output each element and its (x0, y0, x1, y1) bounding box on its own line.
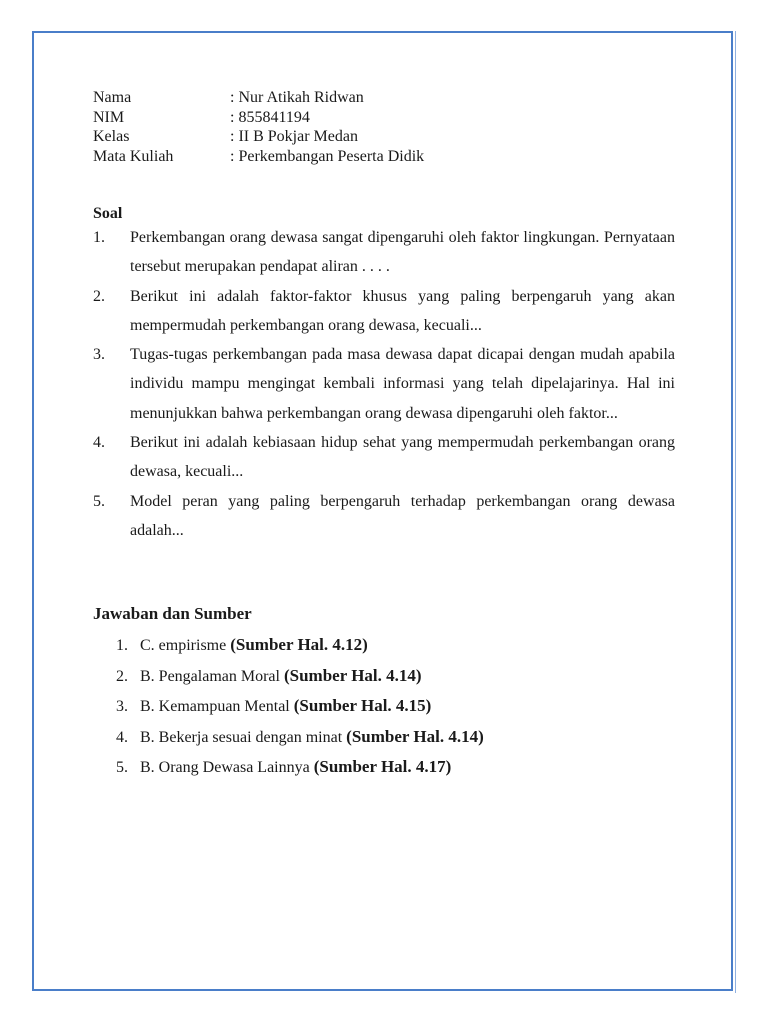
question-number: 4. (93, 434, 105, 452)
question-list (93, 223, 675, 545)
info-row-nama (93, 88, 424, 108)
question-item (93, 223, 675, 282)
answer-item (116, 722, 484, 753)
info-row-kelas (93, 127, 424, 147)
answer-text: C. empirisme (140, 637, 231, 654)
info-label: Kelas (93, 128, 130, 145)
info-row-mata-kuliah (93, 147, 424, 167)
answer-source: (Sumber Hal. 4.15) (293, 696, 432, 715)
answer-number: 5. (116, 759, 128, 776)
answer-number: 4. (116, 728, 128, 746)
info-value: : Perkembangan Peserta Didik (230, 147, 425, 165)
question-item (93, 340, 675, 428)
question-text: Tugas-tugas perkembangan pada masa dewasa dapat dicapai dengan mudah apabila individu mampu mengingat kembali informasi yang telah dipelajarinya. Hal ini menunjukkan bahwa perkembangan orang dewasa dipengaruhi oleh faktor... (130, 346, 675, 422)
info-value: : 855841194 (230, 108, 310, 126)
info-value: : II B Pokjar Medan (230, 128, 358, 145)
question-number: 5. (93, 492, 105, 510)
answer-item (116, 752, 484, 783)
answer-source: (Sumber Hal. 4.14) (283, 665, 422, 685)
answer-source: (Sumber Hal. 4.12) (230, 635, 368, 654)
answer-source: (Sumber Hal. 4.17) (313, 757, 452, 776)
jawaban-heading: Jawaban dan Sumber (93, 604, 252, 623)
question-text: Berikut ini adalah kebiasaan hidup sehat yang mempermudah perkembangan orang dewasa, kecuali... (130, 434, 675, 481)
info-label: NIM (93, 108, 125, 126)
question-number: 2. (93, 287, 105, 305)
question-item (93, 428, 675, 487)
question-item (93, 282, 675, 341)
answer-list (116, 630, 484, 783)
soal-heading: Soal (93, 205, 123, 222)
info-value: : Nur Atikah Ridwan (230, 89, 364, 106)
answer-text: B. Pengalaman Moral (140, 667, 284, 685)
student-info (93, 88, 424, 166)
answer-number: 1. (116, 637, 128, 654)
answer-item (116, 661, 484, 692)
question-number: 3. (93, 346, 105, 364)
info-label: Mata Kuliah (93, 147, 174, 165)
question-text: Model peran yang paling berpengaruh terhadap perkembangan orang dewasa adalah... (130, 492, 675, 539)
question-text: Perkembangan orang dewasa sangat dipengaruhi oleh faktor lingkungan. Pernyataan tersebut merupakan pendapat aliran . . . . (130, 229, 675, 276)
answer-number: 2. (116, 667, 128, 685)
answer-text: B. Orang Dewasa Lainnya (140, 759, 314, 776)
info-label: Nama (93, 89, 132, 106)
answer-source: (Sumber Hal. 4.14) (346, 726, 484, 746)
question-text: Berikut ini adalah faktor-faktor khusus yang paling berpengaruh yang akan mempermudah perkembangan orang dewasa, kecuali... (130, 287, 675, 334)
answer-item (116, 691, 484, 722)
question-item (93, 487, 675, 546)
question-number: 1. (93, 229, 105, 246)
info-row-nim (93, 108, 424, 128)
answer-text: B. Bekerja sesuai dengan minat (140, 728, 347, 746)
answer-text: B. Kemampuan Mental (140, 698, 294, 715)
answer-number: 3. (116, 698, 128, 715)
answer-item (116, 630, 484, 661)
